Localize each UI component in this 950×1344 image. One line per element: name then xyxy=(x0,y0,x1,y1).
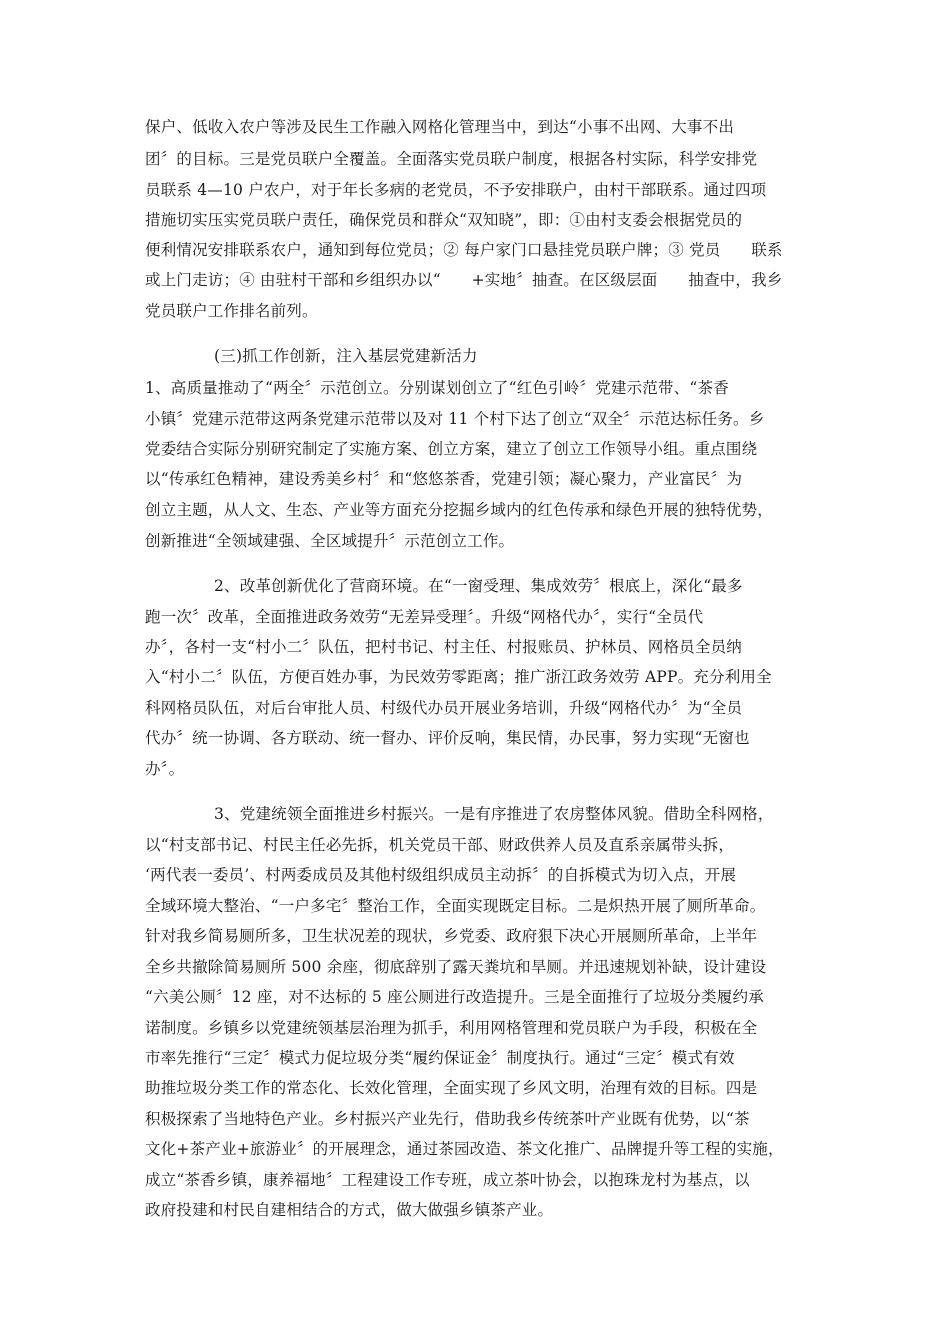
para1-line: 团〞的目标。三是党员联户全覆盖。全面落实党员联户制度，根据各村实际，科学安排党 xyxy=(145,150,758,168)
item3-line: 积极探索了当地特色产业。乡村振兴产业先行，借助我乡传统茶叶产业既有优势，以“茶 xyxy=(145,1110,750,1128)
item3-line: ‘两代表一委员’、村两委成员及其他村级组织成员主动拆〞的自拆模式为切入点，开展 xyxy=(145,866,737,884)
item1-line: 以“传承红色精神，建设秀美乡村〞和“悠悠茶香，党建引领；凝心聚力，产业富民〞为 xyxy=(145,470,743,488)
item3-line: 文化+茶产业+旅游业〞的开展理念，通过茶园改造、茶文化推广、品牌提升等工程的实施， xyxy=(145,1140,784,1158)
item2-line: 科网格员队伍，对后台审批人员、村级代办员开展业务培训，升级“网格代办〞为“全员 xyxy=(145,699,743,717)
item2-line: 2、改革创新优化了营商环境。在“一窗受理、集成效劳〞根底上，深化“最多 xyxy=(214,577,743,595)
item2-line: 跑一次〞改革，全面推进政务效劳“无差异受理〞。升级“网格代办〞，实行“全员代 xyxy=(145,608,704,626)
item3-line: 全域环境大整治、“一户多宅〞整治工作，全面实现既定目标。二是炽热开展了厕所革命。 xyxy=(145,897,766,915)
item3-line: 诺制度。乡镇乡以党建统领基层治理为抓手，利用网格管理和党员联户为手段，积极在全 xyxy=(145,1019,758,1037)
para1-line: 保户、低收入农户等涉及民生工作融入网格化管理当中，到达“小事不出网、大事不出 xyxy=(145,118,735,136)
para1-line: 党员联户工作排名前列。 xyxy=(145,302,318,320)
item3-line: 全乡共撤除简易厕所 500 余座，彻底辞别了露天粪坑和旱厕。并迅速规划补缺，设计建设 xyxy=(145,958,767,976)
para1-line: 措施切实压实党员联户责任，确保党员和群众“双知晓”，即：①由村支委会根据党员的 xyxy=(145,211,743,229)
item1-line: 1、高质量推动了“两全〞示范创立。分别谋划创立了“红色引岭〞党建示范带、“茶香 xyxy=(145,379,729,397)
para1-line: 便利情况安排联系农户，通知到每位党员；② 每户家门口悬挂党员联户牌；③ 党员 联系 xyxy=(145,241,783,259)
item3-line: 3、党建统领全面推进乡村振兴。一是有序推进了农房整体风貌。借助全科网格， xyxy=(214,805,774,823)
item2-line: 入“村小二〞队伍，方便百姓办事，为民效劳零距离；推广浙江政务效劳 APP。充分利用全 xyxy=(145,668,772,686)
para1-line: 或上门走访；④ 由驻村干部和乡组织办以“ +实地〞抽查。在区级层面 抽查中，我乡 xyxy=(145,271,783,289)
item3-line: 政府投建和村民自建相结合的方式，做大做强乡镇茶产业。 xyxy=(145,1201,554,1219)
item2-line: 办〞，各村一支“村小二〞队伍，把村书记、村主任、村报账员、护林员、网格员全员纳 xyxy=(145,638,742,656)
item3-line: “六美公厕〞12 座，对不达标的 5 座公厕进行改造提升。三是全面推行了垃圾分类履约承 xyxy=(145,988,764,1006)
item3-line: 针对我乡简易厕所多，卫生状况差的现状，乡党委、政府狠下决心开展厕所革命，上半年 xyxy=(145,927,758,945)
item3-line: 市率先推行“三定〞模式力促垃圾分类“履约保证金〞制度执行。通过“三定〞模式有效 xyxy=(145,1049,735,1067)
item3-line: 成立“茶香乡镇，康养福地〞工程建设工作专班，成立茶叶协会，以抱珠龙村为基点，以 xyxy=(145,1171,750,1189)
item1-line: 创立主题，从人文、生态、产业等方面充分挖掘乡域内的红色传承和绿色开展的独特优势， xyxy=(145,501,774,519)
item3-line: 以“村支部书记、村民主任必先拆，机关党员干部、财政供养人员及直系亲属带头拆， xyxy=(145,836,735,854)
item2-line: 代办〞统一协调、各方联动、统一督办、评价反响，集民情，办民事，努力实现“无窗也 xyxy=(145,729,750,747)
item1-line: 党委结合实际分别研究制定了实施方案、创立方案，建立了创立工作领导小组。重点围绕 xyxy=(145,440,758,458)
item2-line: 办〞。 xyxy=(145,760,185,778)
section-heading: (三)抓工作创新，注入基层党建新活力 xyxy=(214,347,478,365)
item1-line: 创新推进“全领域建强、全区域提升〞示范创立工作。 xyxy=(145,532,515,550)
item3-line: 助推垃圾分类工作的常态化、长效化管理，全面实现了乡风文明，治理有效的目标。四是 xyxy=(145,1079,758,1097)
item1-line: 小镇〞党建示范带这两条党建示范带以及对 11 个村下达了创立“双全〞示范达标任务。乡 xyxy=(145,410,765,428)
para1-line: 员联系 4—10 户农户，对于年长多病的老党员，不予安排联户，由村干部联系。通过四项 xyxy=(145,181,767,199)
